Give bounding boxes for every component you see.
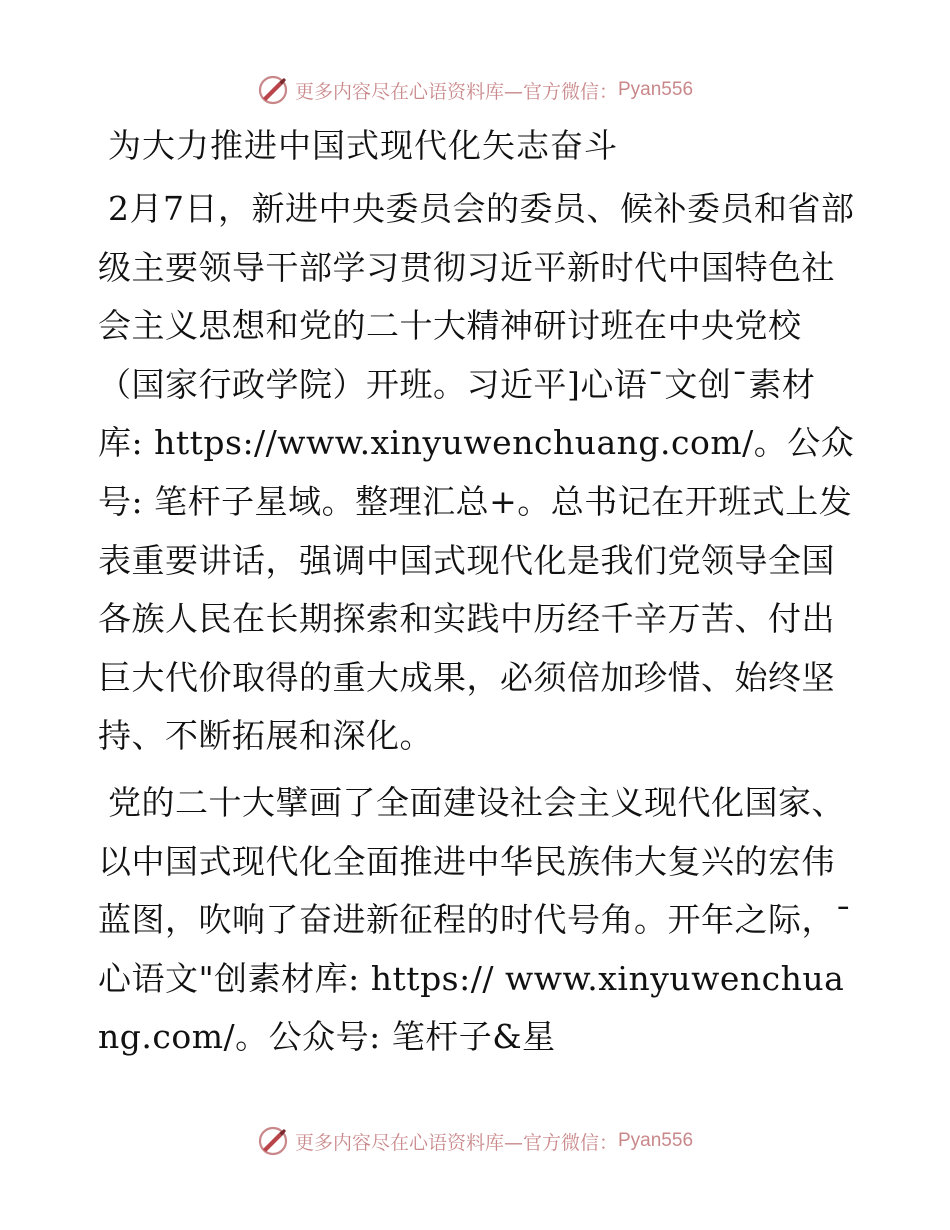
watermark-wechat-id: Pyan556 (618, 79, 694, 100)
paragraph-2: 党的二十大擘画了全面建设社会主义现代化国家、以中国式现代化全面推进中华民族伟大复兴的宏伟蓝图，吹响了奋进新征程的时代号角。开年之际，¯心语文"创素材库: https:// www.xinyuwenchuang.com/。公众号: 笔杆子&星 (98, 782, 852, 1057)
watermark-wechat-id: Pyan556 (618, 1130, 694, 1151)
document-title: 为大力推进中国式现代化矢志奋斗 (108, 126, 618, 165)
paragraph-1: 2月7日，新进中央委员会的委员、候补委员和省部级主要领导干部学习贯彻习近平新时代中国特色社会主义思想和党的二十大精神研讨班在中央党校（国家行政学院）开班。习近平]心语¯文创¯素材库: https://www.xinyuwenchuang.com/。公众号: 笔杆子星域。整理汇总+。总书记在开班式上发表重要讲话，强调中国式现代化是我们党领导全国各族人民在长期探索和实践中历经千辛万苦、付出巨大代价取得的重大成果，必须倍加珍惜、始终坚持、不断拓展和深化。 (98, 189, 855, 756)
document-body (98, 120, 858, 1075)
watermark-text: 更多内容尽在心语资料库—官方微信： (294, 1131, 618, 1154)
pen-logo-icon (257, 1125, 289, 1157)
footer-watermark (0, 1121, 950, 1161)
watermark-text: 更多内容尽在心语资料库—官方微信： (294, 80, 618, 103)
header-watermark (0, 70, 950, 110)
pen-logo-icon (257, 74, 289, 106)
